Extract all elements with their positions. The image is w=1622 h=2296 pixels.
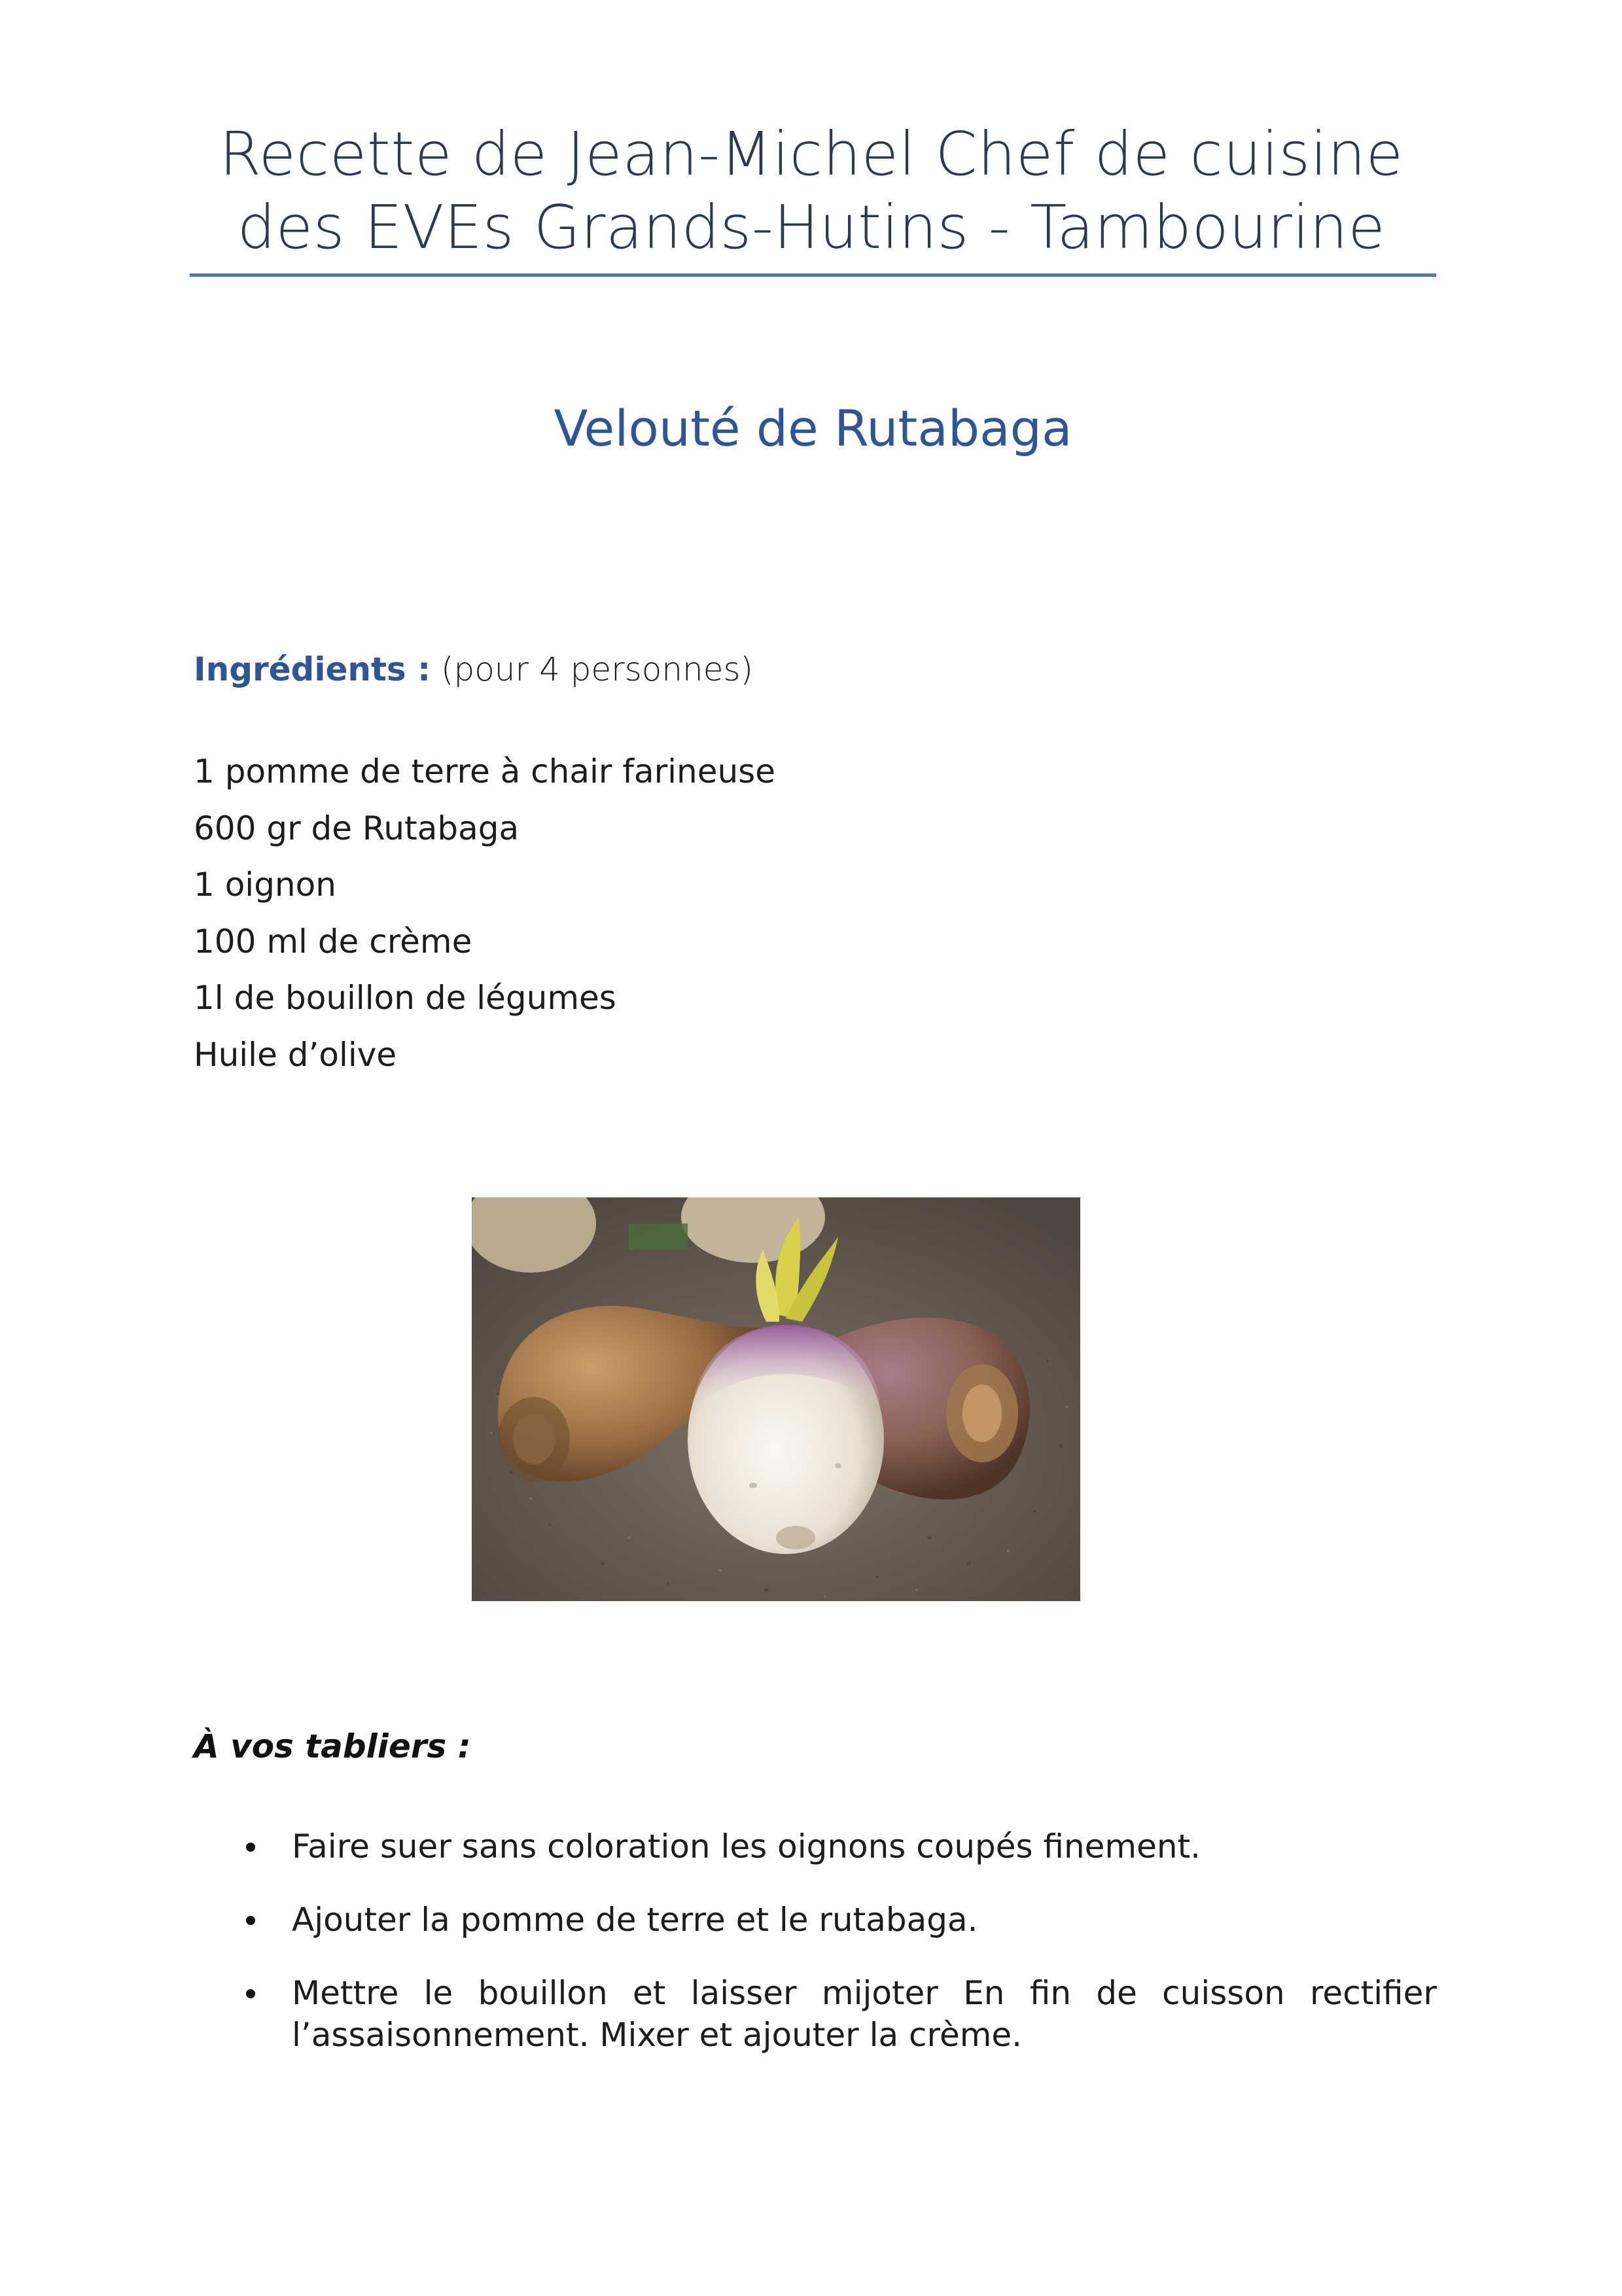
step-text: Mettre le bouillon et laisser mijoter En fin de cuisson rectifier l’assaisonnement. Mixer et ajouter la crème. — [292, 1974, 1437, 2054]
step-item — [194, 1826, 1437, 1867]
bullet-icon — [246, 1989, 255, 1998]
ingredient-item: 100 ml de crème — [194, 922, 472, 961]
ingredients-label: Ingrédients : — [194, 650, 431, 688]
page-title-line-2: des EVEs Grands-Hutins - Tambourine — [237, 192, 1386, 262]
servings-note: (pour 4 personnes) — [440, 650, 754, 688]
step-item — [194, 1972, 1437, 2056]
ingredient-item: Huile d’olive — [194, 1035, 397, 1074]
step-item — [194, 1899, 1437, 1941]
bullet-icon — [246, 1843, 255, 1852]
ingredient-item: 1 oignon — [194, 866, 336, 904]
recipe-title: Velouté de Rutabaga — [554, 399, 1072, 457]
page-title-line-1: Recette de Jean-Michel Chef de cuisine — [219, 119, 1403, 189]
ingredient-item: 600 gr de Rutabaga — [194, 809, 520, 847]
step-text: Faire suer sans coloration les oignons coupés finement. — [292, 1828, 1201, 1865]
rutabaga-photo — [472, 1197, 1080, 1601]
bullet-icon — [246, 1916, 255, 1925]
step-text: Ajouter la pomme de terre et le rutabaga. — [292, 1901, 978, 1939]
page-title — [190, 118, 1433, 264]
ingredient-list — [194, 743, 775, 1083]
steps-list — [194, 1826, 1437, 2087]
title-divider — [190, 274, 1436, 277]
ingredients-heading — [194, 648, 753, 691]
ingredient-item: 1l de bouillon de légumes — [194, 979, 616, 1017]
ingredient-item: 1 pomme de terre à chair farineuse — [194, 752, 775, 790]
steps-heading: À vos tabliers : — [194, 1727, 471, 1765]
